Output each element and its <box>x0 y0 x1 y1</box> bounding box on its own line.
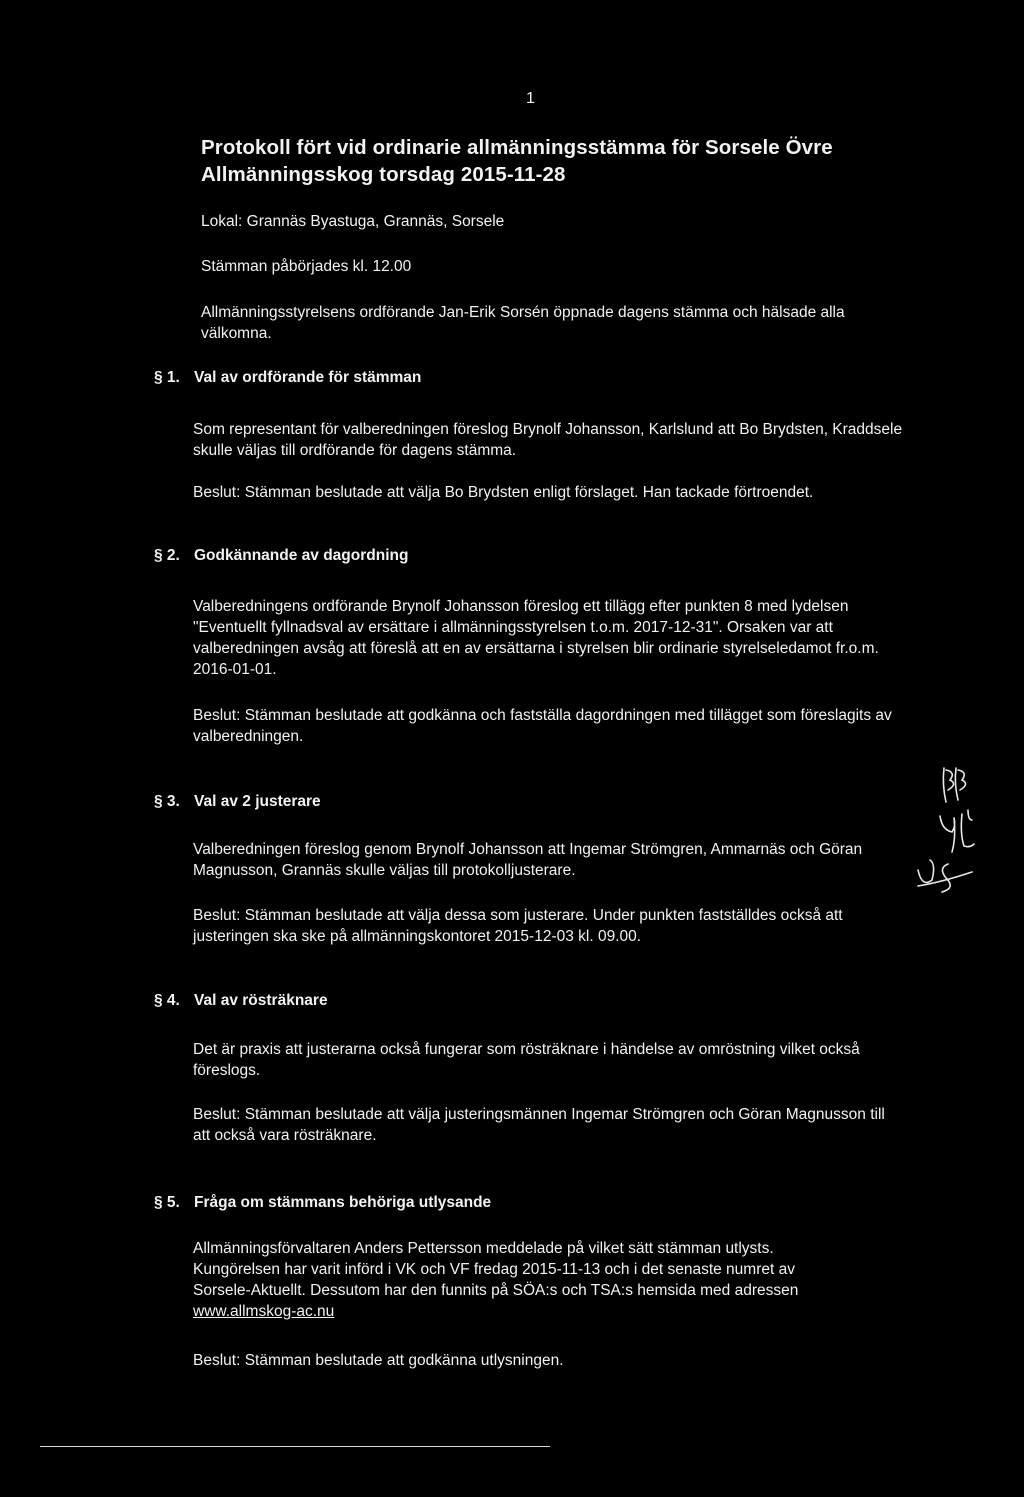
section-3-decision: Beslut: Stämman beslutade att välja dessa som justerare. Under punkten fastställdes också att justeringen ska ske på allmänningskontoret 2015-12-03 kl. 09.00. <box>193 907 843 945</box>
section-3-text: Valberedningen föreslog genom Brynolf Johansson att Ingemar Strömgren, Ammarnäs och Göran Magnusson, Grannäs skulle väljas till protokolljusterare. <box>193 841 863 879</box>
section-4-heading <box>154 992 328 1010</box>
meeting-location: Lokal: Grannäs Byastuga, Grannäs, Sorsele <box>201 213 505 230</box>
section-5-heading <box>154 1194 491 1212</box>
section-2-heading <box>154 547 408 565</box>
section-5-decision: Beslut: Stämman beslutade att godkänna utlysningen. <box>193 1352 564 1369</box>
section-1-heading <box>154 369 421 387</box>
page-number: 1 <box>526 90 535 107</box>
document-title: Protokoll fört vid ordinarie allmänningsstämma för Sorsele Övre Allmänningsskog torsdag 2015-11-28 <box>201 136 833 186</box>
section-number: § 2. <box>154 547 180 564</box>
section-3-heading <box>154 793 321 811</box>
handwritten-initials-signature <box>912 760 982 910</box>
section-number: § 1. <box>154 369 180 386</box>
section-title: Fråga om stämmans behöriga utlysande <box>194 1194 492 1211</box>
section-2-decision: Beslut: Stämman beslutade att godkänna och fastställa dagordningen med tillägget som föreslagits av valberedningen. <box>193 707 892 745</box>
section-title: Val av ordförande för stämman <box>194 369 422 386</box>
section-number: § 3. <box>154 793 180 810</box>
section-number: § 4. <box>154 992 180 1009</box>
section-2-text: Valberedningens ordförande Brynolf Johansson föreslog ett tillägg efter punkten 8 med lydelsen "Eventuellt fyllnadsval av ersättare i allmänningsstyrelsen t.o.m. 2017-12-31". Orsaken var att valberedningen avsåg att föreslå att en av ersättarna i styrelsen blir ordinarie styrelseledamot fr.o.m. 2016-01-01. <box>193 598 879 678</box>
section-1-decision: Beslut: Stämman beslutade att välja Bo Brydsten enligt förslaget. Han tackade förtroendet. <box>193 484 814 501</box>
section-title: Godkännande av dagordning <box>194 547 409 564</box>
section-4-text: Det är praxis att justerarna också fungerar som rösträknare i händelse av omröstning vilket också föreslogs. <box>193 1041 860 1079</box>
section-4-decision: Beslut: Stämman beslutade att välja justeringsmännen Ingemar Strömgren och Göran Magnusson till att också vara rösträknare. <box>193 1106 885 1144</box>
section-1-text: Som representant för valberedningen föreslog Brynolf Johansson, Karlslund att Bo Brydsten, Kraddsele skulle väljas till ordförande för dagens stämma. <box>193 421 903 459</box>
section-5-body: Allmänningsförvaltaren Anders Pettersson meddelade på vilket sätt stämman utlysts. Kungörelsen har varit införd i VK och VF fredag 2015-11-13 och i det senaste numret av Sorsele-Aktuellt. Dessutom har den funnits på SÖA:s och TSA:s hemsida med adressen <box>193 1240 799 1299</box>
website-link[interactable]: www.allmskog-ac.nu <box>193 1303 335 1320</box>
footer-rule <box>40 1446 550 1447</box>
opening-paragraph: Allmänningsstyrelsens ordförande Jan-Erik Sorsén öppnade dagens stämma och hälsade alla välkomna. <box>201 304 845 342</box>
meeting-start-time: Stämman påbörjades kl. 12.00 <box>201 258 412 275</box>
section-number: § 5. <box>154 1194 180 1211</box>
section-title: Val av rösträknare <box>194 992 328 1009</box>
section-5-text <box>193 1238 843 1322</box>
section-title: Val av 2 justerare <box>194 793 321 810</box>
